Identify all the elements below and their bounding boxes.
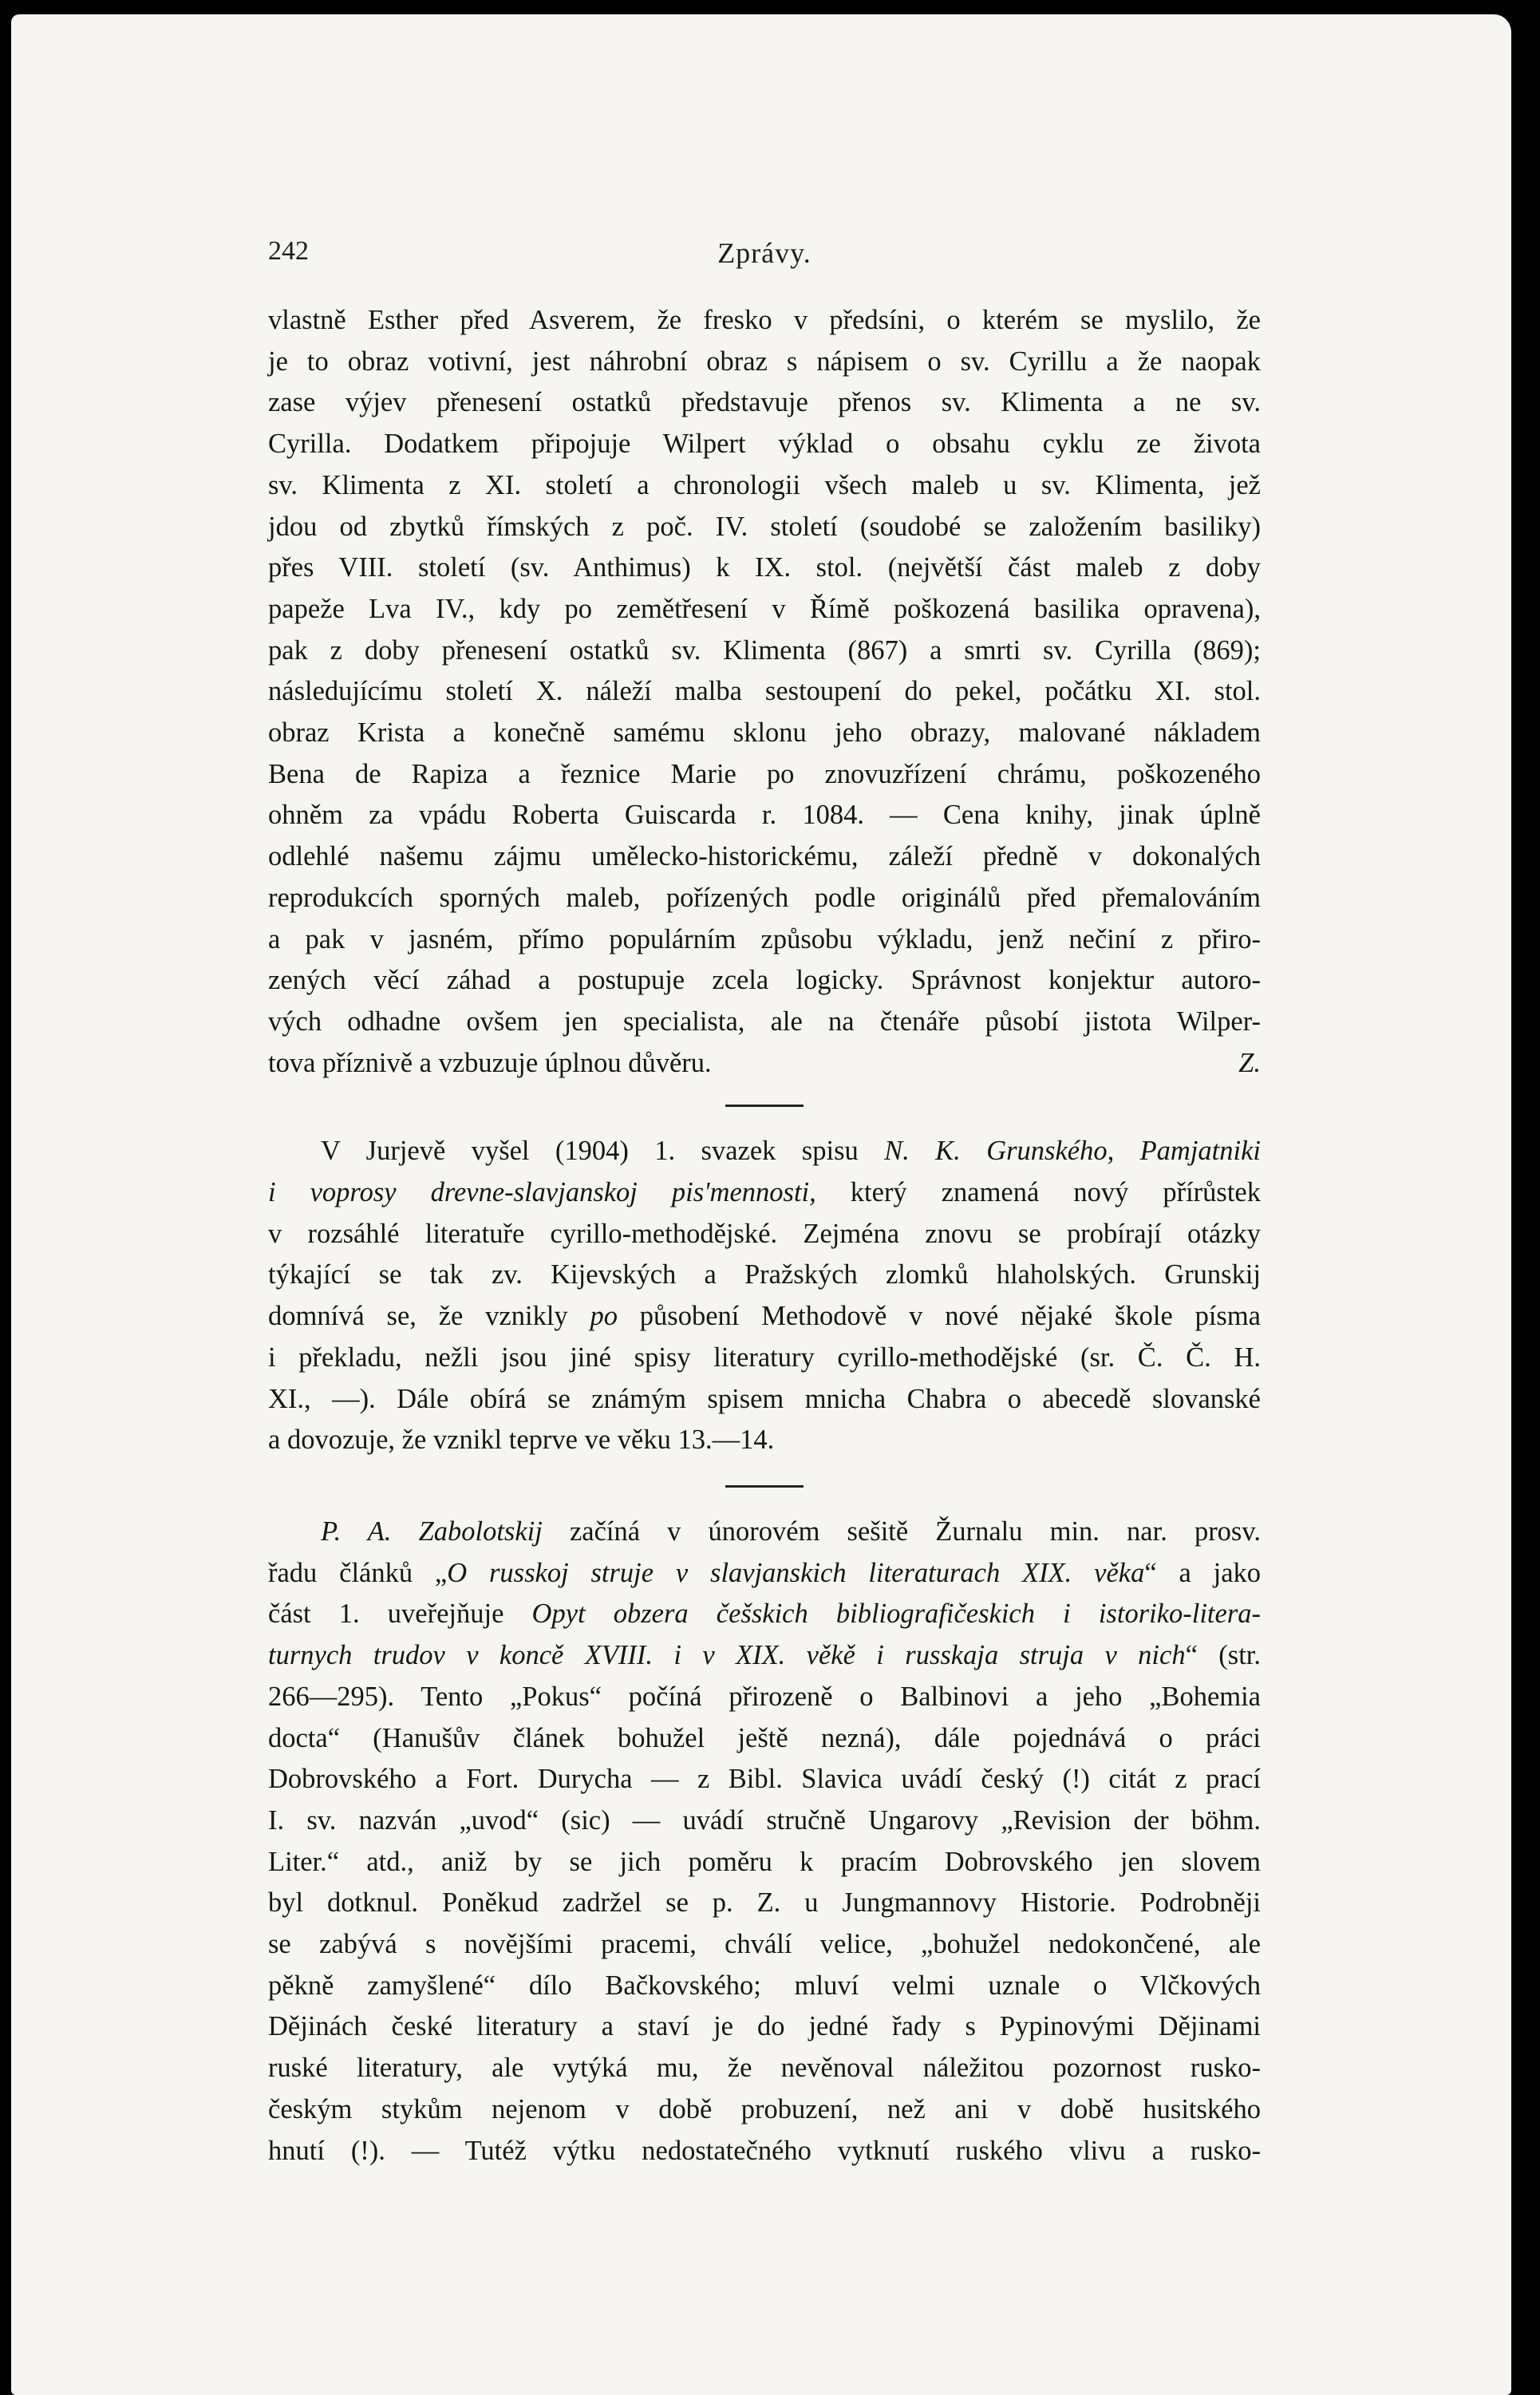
page-body xyxy=(268,300,1261,2172)
text-fragment: V Jurjevě vyšel (1904) 1. svazek spisu xyxy=(321,1136,885,1167)
italic-author: P. A. Zabolotskij xyxy=(321,1516,543,1547)
text-line: jdou od zbytků římských z poč. IV. století (soudobé se založením basiliky) xyxy=(268,511,1261,542)
text-line: hnutí (!). — Tutéž výtku nedostatečného vytknutí ruského vlivu a rusko- xyxy=(268,2135,1261,2166)
text-line-last: a dovozuje, že vznikl teprve ve věku 13.—14. xyxy=(268,1425,775,1456)
text-line xyxy=(268,1296,1261,1338)
text-fragment: “ a jako xyxy=(1144,1557,1262,1588)
text-fragment: řadu článků „ xyxy=(268,1557,448,1588)
text-fragment: domnívá se, že vznikly xyxy=(268,1301,590,1332)
section-divider xyxy=(725,1105,804,1107)
paragraph-grunskij-review xyxy=(268,1131,1261,1461)
text-line: odlehlé našemu zájmu umělecko-historickému, záleží předně v dokonalých xyxy=(268,841,1261,872)
text-line xyxy=(268,1553,1261,1595)
running-title: Zprávy. xyxy=(717,237,811,269)
text-line: pěkně zamyšlené“ dílo Bačkovského; mluví velmi uznale o Vlčkových xyxy=(268,1970,1261,2001)
paragraph-zabolotskij-review xyxy=(268,1512,1261,2172)
text-line: docta“ (Hanušův článek bohužel ještě nezná), dále pojednává o práci xyxy=(268,1722,1261,1753)
text-line: obraz Krista a konečně samému sklonu jeho obrazy, malované nákladem xyxy=(268,717,1261,749)
text-line: reprodukcích sporných maleb, pořízených podle originálů před přemalováním xyxy=(268,882,1261,913)
text-line: byl dotknul. Poněkud zadržel se p. Z. u Jungmannovy Historie. Podrobněji xyxy=(268,1887,1261,1919)
paragraph-wilpert-review xyxy=(268,300,1261,1084)
text-line: ohněm za vpádu Roberta Guiscarda r. 1084. — Cena knihy, jinak úplně xyxy=(268,800,1261,831)
text-line xyxy=(268,1131,1261,1172)
text-line xyxy=(268,1635,1261,1677)
text-fragment: tova příznivě a vzbuzuje úplnou důvěru. xyxy=(268,1047,712,1078)
italic-article-title: Opyt obzera češskich bibliografičeskich i istoriko-litera- xyxy=(531,1599,1261,1630)
text-line: zených věcí záhad a postupuje zcela logicky. Správnost konjektur autoro- xyxy=(268,965,1261,996)
text-line: Dějinách české literatury a staví je do jedné řady s Pypinovými Dějinami xyxy=(268,2011,1261,2042)
text-line: papeže Lva IV., kdy po zemětřesení v Římě poškozená basilika opravena), xyxy=(268,593,1261,624)
italic-article-title: turnych trudov v koncě XVIII. i v XIX. věkě i russkaja struja v nich xyxy=(268,1640,1186,1671)
text-line: Cyrilla. Dodatkem připojuje Wilpert výklad o obsahu cyklu ze života xyxy=(268,429,1261,460)
text-line: Bena de Rapiza a řeznice Marie po znovuzřízení chrámu, poškozeného xyxy=(268,758,1261,789)
text-line: vlastně Esther před Asverem, že fresko v předsíni, o kterém se myslilo, že xyxy=(268,305,1261,335)
text-line: se zabývá s novějšími pracemi, chválí velice, „bohužel nedokončené, ale xyxy=(268,1929,1261,1960)
text-line xyxy=(268,1594,1261,1635)
author-signature: Z. xyxy=(1238,1047,1261,1078)
text-fragment: začíná v únorovém sešitě Žurnalu min. nar. prosv. xyxy=(542,1516,1261,1547)
text-line: 266—295). Tento „Pokus“ počíná přirozeně o Balbinovi a jeho „Bohemia xyxy=(268,1681,1261,1712)
section-divider xyxy=(725,1485,804,1488)
text-line: sv. Klimenta z XI. století a chronologii všech maleb u sv. Klimenta, jež xyxy=(268,469,1261,500)
text-fragment: působení Methodově v nové nějaké škole písma xyxy=(617,1301,1261,1332)
text-fragment: část 1. uveřejňuje xyxy=(268,1599,532,1630)
italic-author-title: N. K. Grunského, Pamjatniki xyxy=(884,1136,1261,1167)
italic-word: po xyxy=(590,1301,618,1332)
italic-article-title: O russkoj struje v slavjanskich literaturach XIX. věka xyxy=(447,1557,1145,1588)
text-line: v rozsáhlé literatuře cyrillo-methodějské. Zejména znovu se probírají otázky xyxy=(268,1218,1261,1249)
text-line xyxy=(268,1172,1261,1214)
page-header xyxy=(268,236,1261,271)
text-line: ruské literatury, ale vytýká mu, že nevěnoval náležitou pozornost rusko- xyxy=(268,2053,1261,2084)
text-line: Liter.“ atd., aniž by se jich poměru k pracím Dobrovského jen slovem xyxy=(268,1846,1261,1877)
text-line: pak z doby přenesení ostatků sv. Klimenta (867) a smrti sv. Cyrilla (869); xyxy=(268,634,1261,666)
text-fragment: který znamená nový přírůstek xyxy=(815,1177,1261,1208)
text-line: i překladu, nežli jsou jiné spisy literatury cyrillo-methodějské (sr. Č. Č. H. xyxy=(268,1342,1261,1373)
text-line: českým stykům nejenom v době probuzení, než ani v době husitského xyxy=(268,2093,1261,2124)
italic-book-title: i voprosy drevne-slavjanskoj pis'mennosti, xyxy=(268,1177,816,1208)
text-line: vých odhadne ovšem jen specialista, ale na čtenáře působí jistota Wilper- xyxy=(268,1006,1261,1037)
text-line: Dobrovského a Fort. Durycha — z Bibl. Slavica uvádí český (!) citát z prací xyxy=(268,1764,1261,1795)
text-line: týkající se tak zv. Kijevských a Pražských zlomků hlaholských. Grunskij xyxy=(268,1259,1261,1290)
text-line: přes VIII. století (sv. Anthimus) k IX. stol. (největší část maleb z doby xyxy=(268,552,1261,583)
text-line: XI., —). Dále obírá se známým spisem mnicha Chabra o abecedě slovanské xyxy=(268,1383,1261,1414)
text-line xyxy=(268,1512,1261,1553)
text-line-last xyxy=(268,1043,1261,1085)
text-line: je to obraz votivní, jest náhrobní obraz s nápisem o sv. Cyrillu a že naopak xyxy=(268,346,1261,377)
text-line: I. sv. nazván „uvod“ (sic) — uvádí stručně Ungarovy „Revision der böhm. xyxy=(268,1804,1261,1836)
text-fragment: “ (str. xyxy=(1185,1640,1261,1671)
page-number: 242 xyxy=(268,236,309,266)
text-line: zase výjev přenesení ostatků představuje přenos sv. Klimenta a ne sv. xyxy=(268,387,1261,418)
text-line: a pak v jasném, přímo populárním způsobu výkladu, jenž nečiní z přiro- xyxy=(268,923,1261,954)
text-line: následujícímu století X. náleží malba sestoupení do pekel, počátku XI. stol. xyxy=(268,676,1261,707)
